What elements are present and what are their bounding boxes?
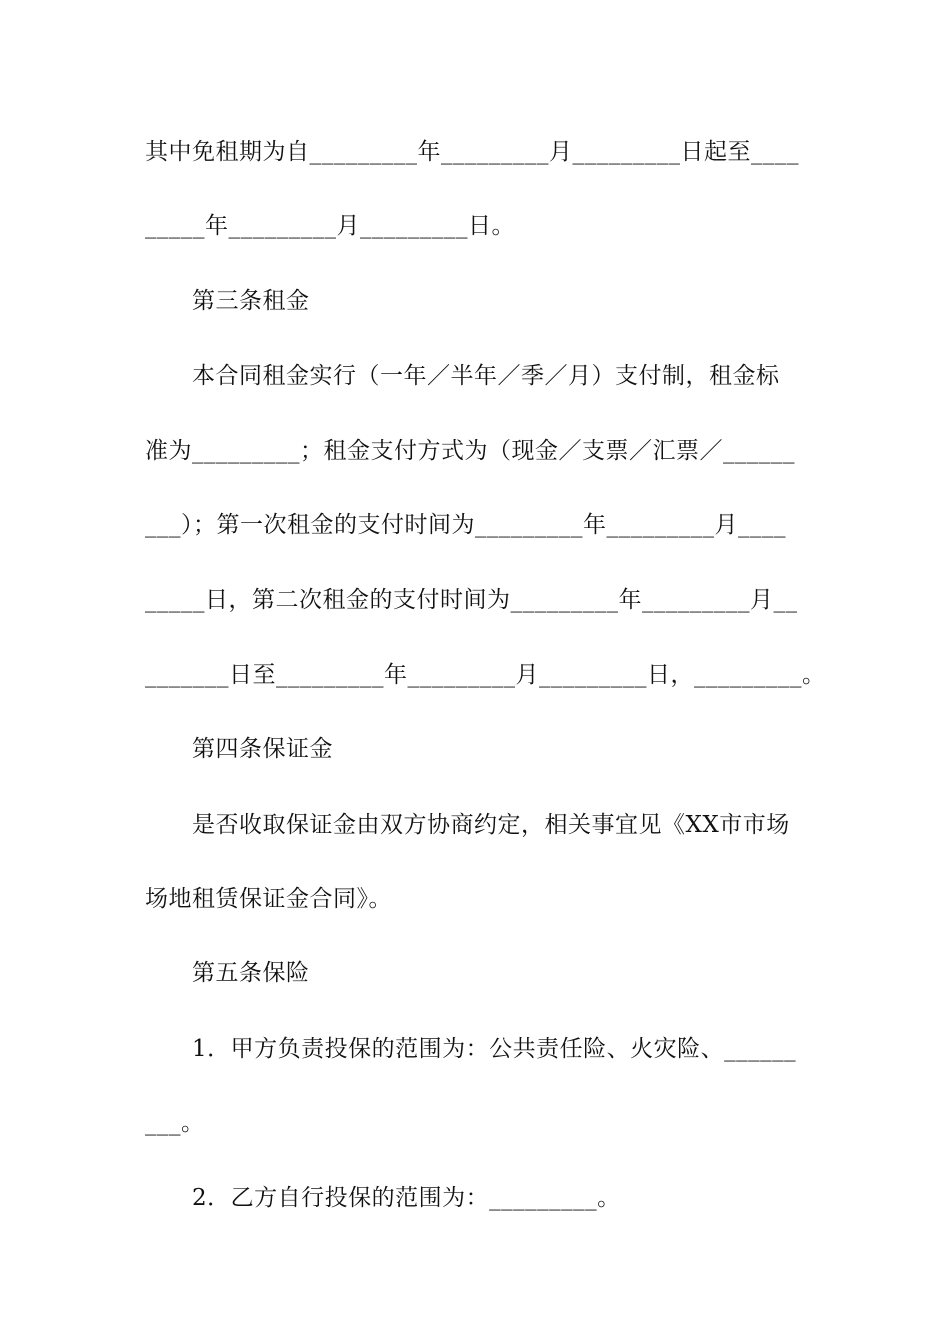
insurance-item-1-line-1: 1．甲方负责投保的范围为：公共责任险、火灾险、______ [192, 1036, 797, 1062]
rent-paragraph-line-5: _______日至_________年_________月_________日，_________。 [145, 662, 826, 688]
rent-paragraph-line-3: ___）；第一次租金的支付时间为_________年_________月____ [145, 512, 786, 538]
deposit-paragraph-line-2: 场地租赁保证金合同》。 [145, 886, 392, 912]
rent-paragraph-line-2: 准为_________；租金支付方式为（现金／支票／汇票／______ [145, 438, 795, 464]
rent-paragraph-line-1: 本合同租金实行（一年／半年／季／月）支付制，租金标 [192, 363, 780, 389]
article-5-heading: 第五条保险 [192, 960, 310, 986]
deposit-paragraph-line-1: 是否收取保证金由双方协商约定，相关事宜见《XX市市场 [192, 812, 790, 838]
rent-paragraph-line-4: _____日，第二次租金的支付时间为_________年_________月__ [145, 587, 798, 613]
rent-free-period-line-2: _____年_________月_________日。 [145, 213, 515, 239]
article-3-heading: 第三条租金 [192, 288, 310, 314]
insurance-item-1-line-2: ___。 [145, 1110, 205, 1136]
rent-free-period-line-1: 其中免租期为自_________年_________月_________日起至____ [145, 139, 799, 165]
insurance-item-2-line: 2．乙方自行投保的范围为：_________。 [192, 1185, 621, 1211]
article-4-heading: 第四条保证金 [192, 736, 333, 762]
